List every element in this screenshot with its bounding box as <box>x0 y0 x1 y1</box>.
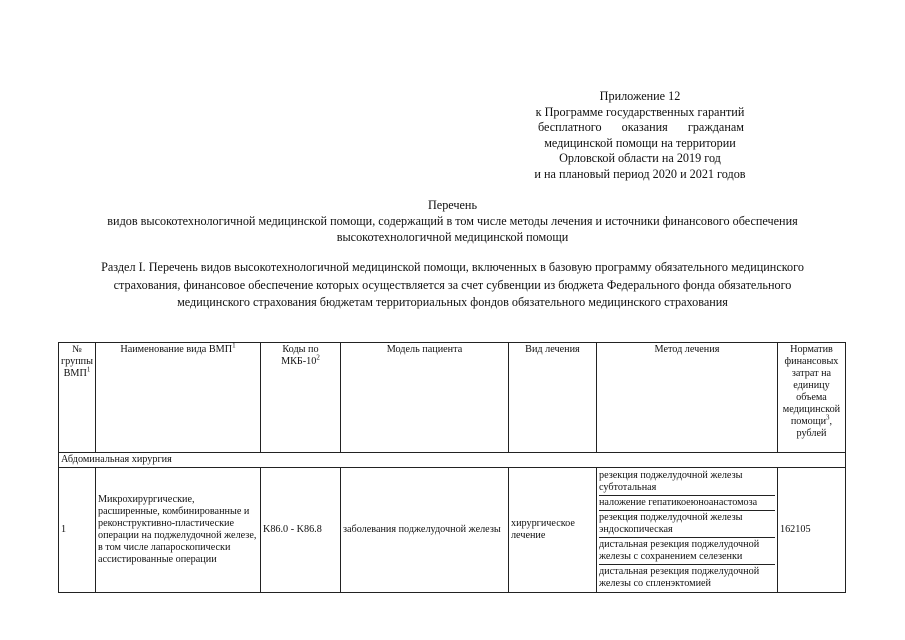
cell-norm: 162105 <box>777 468 845 593</box>
section-line-1: Раздел I. Перечень видов высокотехнологичной медицинской помощи, включенных в базовую программу обязательного медицинского <box>101 260 804 274</box>
header-name: Наименование вида ВМП$^1$ <box>95 343 260 453</box>
title-line-3: высокотехнологичной медицинской помощи <box>336 230 569 244</box>
cell-methods <box>596 468 777 593</box>
appendix-line-5: Орловской области на 2019 год <box>559 151 721 166</box>
section-row-label: Абдоминальная хирургия <box>59 453 846 468</box>
header-method: Метод лечения <box>596 343 777 453</box>
cell-patient-model: заболевания поджелудочной железы <box>340 468 508 593</box>
method-item: резекция поджелудочной железы субтотальная <box>599 469 775 496</box>
appendix-line-2: к Программе государственных гарантий <box>535 104 745 119</box>
appendix-line-4: медицинской помощи на территории <box>544 135 736 150</box>
title-line-2: видов высокотехнологичной медицинской помощи, содержащий в том числе методы лечения и источники финансового обеспечения <box>107 214 798 228</box>
header-norm: Норматив финансовых затрат на единицу объема медицинской помощи$^3$, рублей <box>777 343 845 453</box>
vmp-table <box>58 342 846 593</box>
cell-name: Микрохирургические, расширенные, комбинированные и реконструктивно-пластические операции на поджелудочной железе, в том числе лапароскопически ассистированные операции <box>95 468 260 593</box>
appendix-line-6: и на плановый период 2020 и 2021 годов <box>534 166 746 181</box>
cell-group-no: 1 <box>59 468 96 593</box>
table-header-row <box>59 343 846 453</box>
cell-treatment-type: хирургическое лечение <box>508 468 596 593</box>
method-item: наложение гепатикоеюноанастомоза <box>599 496 775 511</box>
appendix-header <box>506 89 774 183</box>
header-group-no: № группы ВМП$^1$ <box>59 343 96 453</box>
method-item: дистальная резекция поджелудочной железы с сохранением селезенки <box>599 538 775 565</box>
section-row <box>59 453 846 468</box>
section-heading <box>40 259 865 312</box>
header-patient-model: Модель пациента <box>340 343 508 453</box>
header-treatment-type: Вид лечения <box>508 343 596 453</box>
section-line-3: медицинского страхования бюджетам территориальных фондов обязательного медицинского страхования <box>177 295 728 309</box>
cell-mkb: K86.0 - K86.8 <box>260 468 340 593</box>
document-title <box>60 197 845 245</box>
section-line-2: страхования, финансовое обеспечение которых осуществляется за счет субвенции из бюджета Федерального фонда обязательного <box>113 277 792 292</box>
table-row <box>59 468 846 593</box>
appendix-line-1: Приложение 12 <box>599 89 681 103</box>
method-item: дистальная резекция поджелудочной железы со спленэктомией <box>598 566 760 589</box>
appendix-line-3: бесплатного оказания гражданам <box>538 120 744 135</box>
header-mkb: Коды по МКБ-$10^2$ <box>260 343 340 453</box>
title-line-1: Перечень <box>427 198 478 212</box>
method-item: резекция поджелудочной железы эндоскопическая <box>599 511 775 538</box>
